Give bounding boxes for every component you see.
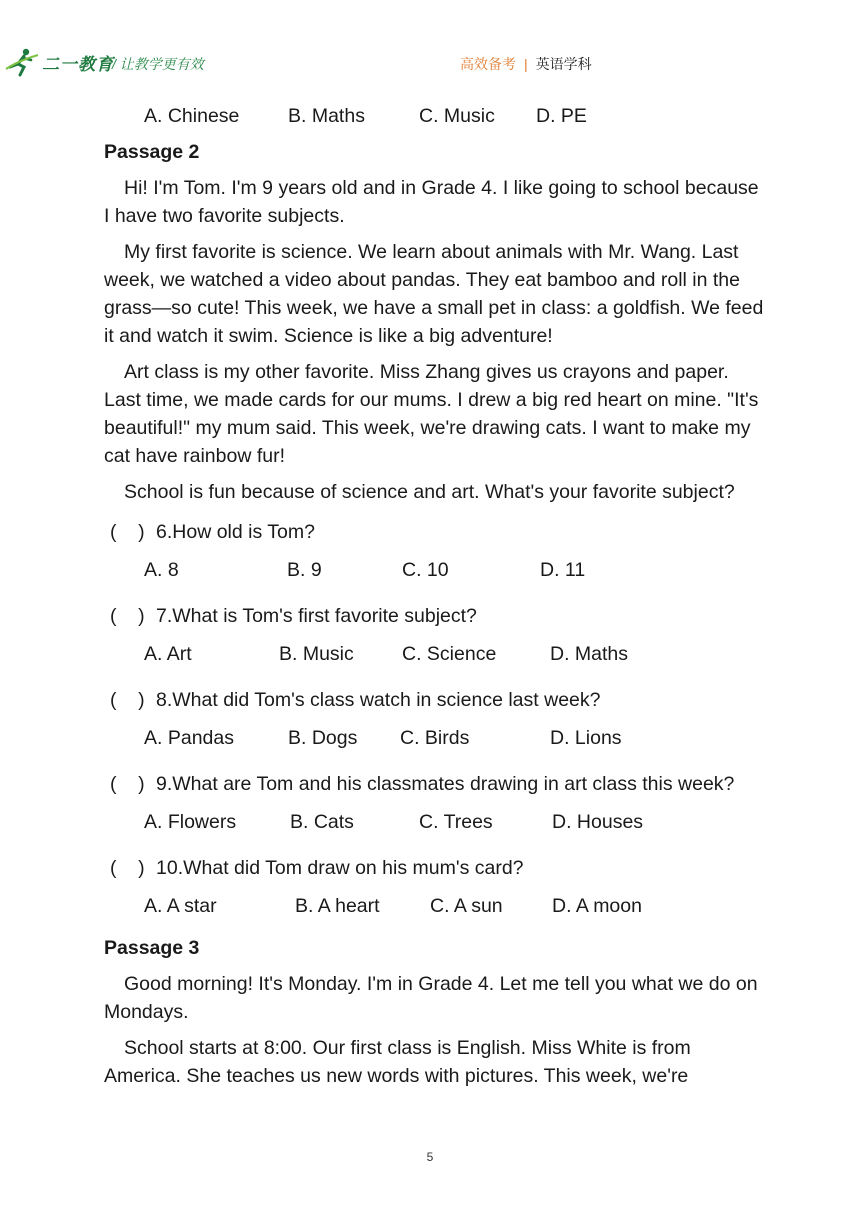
question-6-options bbox=[104, 548, 764, 592]
option-b: B. Music bbox=[279, 643, 354, 665]
passage-title: Passage 3 bbox=[104, 937, 200, 959]
question-8 bbox=[104, 682, 764, 716]
option-a: A. 8 bbox=[144, 559, 179, 581]
question-text: 10.What did Tom draw on his mum's card? bbox=[156, 857, 524, 879]
page-header bbox=[0, 44, 860, 80]
page-number: 5 bbox=[426, 1150, 434, 1164]
option-a: A. A star bbox=[144, 895, 217, 917]
header-tag-subject: 英语学科 bbox=[535, 56, 592, 72]
question-6 bbox=[104, 514, 764, 548]
option-d: D. A moon bbox=[552, 895, 642, 917]
answer-blank[interactable]: ( ) bbox=[110, 857, 145, 879]
option-c: C. Birds bbox=[400, 727, 470, 749]
option-b: B. Dogs bbox=[288, 727, 358, 749]
option-d: D. Houses bbox=[552, 811, 644, 833]
header-tag-exam: 高效备考 bbox=[460, 56, 516, 72]
option-a: A. Flowers bbox=[144, 811, 237, 833]
passage-paragraph: My first favorite is science. We learn about animals with Mr. Wang. Last week, we watched a video about pandas. They eat bamboo and roll in the grass—so cute! This week, we have a small pet in class: a goldfish. We feed it and watch it swim. Science is like a big adventure! bbox=[104, 241, 764, 347]
passage-paragraph: School is fun because of science and art. What's your favorite subject? bbox=[124, 481, 735, 503]
answer-blank[interactable]: ( ) bbox=[110, 689, 145, 711]
passage-paragraph: Art class is my other favorite. Miss Zhang gives us crayons and paper. Last time, we made cards for our mums. I drew a big red heart on mine. "It's beautiful!" my mum said. This week, we're drawing cats. I want to make my cat have rainbow fur! bbox=[104, 361, 759, 467]
header-separator: | bbox=[524, 56, 528, 72]
question-text: 7.What is Tom's first favorite subject? bbox=[156, 605, 477, 627]
option-d: D. 11 bbox=[540, 559, 586, 581]
question-10 bbox=[104, 850, 764, 884]
passage-paragraph: Good morning! It's Monday. I'm in Grade 4. Let me tell you what we do on Mondays. bbox=[104, 973, 758, 1023]
option-a: A. Art bbox=[144, 643, 192, 665]
option-d: D. PE bbox=[536, 105, 587, 127]
passage-paragraph: School starts at 8:00. Our first class is English. Miss White is from America. She teaches us new words with pictures. This week, we're bbox=[104, 1037, 691, 1087]
question-text: 8.What did Tom's class watch in science last week? bbox=[156, 689, 601, 711]
question-5-options bbox=[104, 100, 764, 132]
question-8-options bbox=[104, 716, 764, 760]
header-subject bbox=[460, 54, 592, 74]
question-7-options bbox=[104, 632, 764, 676]
option-a: A. Pandas bbox=[144, 727, 234, 749]
option-b: B. A heart bbox=[295, 895, 380, 917]
question-9 bbox=[104, 766, 764, 800]
question-text: 9.What are Tom and his classmates drawing in art class this week? bbox=[156, 773, 735, 795]
passage-title: Passage 2 bbox=[104, 141, 200, 163]
option-c: C. Music bbox=[419, 105, 495, 127]
option-b: B. Cats bbox=[290, 811, 354, 833]
header-slogan: / 让教学更有效 bbox=[112, 56, 204, 72]
document-body bbox=[104, 100, 764, 1098]
option-b: B. Maths bbox=[288, 105, 365, 127]
answer-blank[interactable]: ( ) bbox=[110, 605, 145, 627]
option-c: C. Trees bbox=[419, 811, 493, 833]
answer-blank[interactable]: ( ) bbox=[110, 773, 145, 795]
question-7 bbox=[104, 598, 764, 632]
question-9-options bbox=[104, 800, 764, 844]
option-b: B. 9 bbox=[287, 559, 322, 581]
runner-logo-icon bbox=[4, 47, 40, 77]
option-d: D. Lions bbox=[550, 727, 622, 749]
option-c: C. A sun bbox=[430, 895, 503, 917]
passage-paragraph: Hi! I'm Tom. I'm 9 years old and in Grade 4. I like going to school because I have two favorite subjects. bbox=[104, 177, 759, 227]
question-text: 6.How old is Tom? bbox=[156, 521, 315, 543]
answer-blank[interactable]: ( ) bbox=[110, 521, 145, 543]
question-10-options bbox=[104, 884, 764, 928]
logo bbox=[4, 44, 114, 80]
option-a: A. Chinese bbox=[144, 105, 240, 127]
option-c: C. 10 bbox=[402, 559, 449, 581]
option-d: D. Maths bbox=[550, 643, 629, 665]
option-c: C. Science bbox=[402, 643, 497, 665]
logo-text: 二一教育 bbox=[42, 54, 114, 74]
